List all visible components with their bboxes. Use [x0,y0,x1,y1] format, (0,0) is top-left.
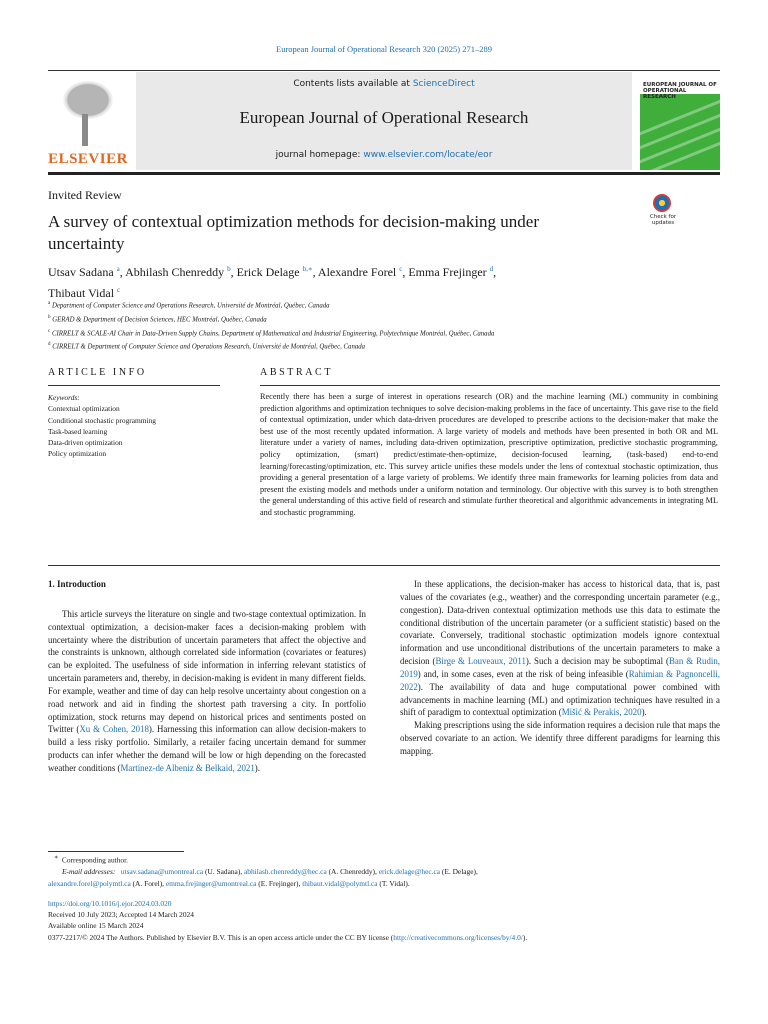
cover-stripe [640,132,720,170]
elsevier-tree-icon [52,74,124,148]
affiliation-text: CIRRELT & SCALE-AI Chair in Data-Driven Supply Chains, Department of Mathematical and Industrial Engineering, Polytechnique Montréal, Québec, Canada [51,329,495,337]
journal-reference-link[interactable]: European Journal of Operational Research 320 (2025) 271–289 [276,44,492,54]
journal-title: European Journal of Operational Research [239,108,529,127]
masthead-banner [136,72,632,170]
corresponding-author-note [48,853,728,866]
email-link[interactable]: alexandre.forel@polymtl.ca [48,879,131,889]
article-title: A survey of contextual optimization methods for decision-making under uncertainty [48,212,539,253]
cover-title: EUROPEAN JOURNAL OF OPERATIONAL RESEARCH [643,82,717,100]
intro-paragraph-2 [400,578,720,719]
abstract-rule [260,385,720,386]
keyword-item: Task-based learning [48,426,108,436]
paragraph-text: ). Such a decision may be suboptimal ( [525,656,669,667]
affiliation-item [48,312,728,326]
intro-paragraph-1 [48,608,366,775]
affiliation-mark: a [48,301,51,306]
paragraph-text: ). The availability of data and huge computational power combined with advancements in machine learning (ML) and optimization techniques have resulted in a shift of paradigm to contextual optimization ( [400,681,720,718]
author-affiliation-mark[interactable]: b [227,265,231,273]
affiliation-mark: b [48,314,51,320]
keyword-item: Data-driven optimization [48,438,123,448]
author-name: Alexandre Forel [317,265,397,279]
abstract-text: Recently there has been a surge of interest in operations research (OR) and the machine learning (ML) community in combining prediction algorithms and optimization techniques to solve decision-making problems in the face of uncertainty. This gave rise to the field of contextual optimization, under which data-driven procedures are developed to prescribe actions to the decision-maker that make the best use of the most recently updated information. A large variety of models and methods have been presented in both OR and ML literature under a variety of names, including data-driven optimization, prescriptive optimization, predictive stochastic programming, policy optimization, (smart) predict/estimate-then-optimize, decision-focused learning, (task-based) end-to-end learning/forecasting/optimization, etc. This survey article unifies these models under the lens of contextual stochastic optimization, thus providing a general presentation of a large variety of problems. We identify three main frameworks for learning policies from data and present the existing models and methods under a uniform notation and terminology. Our objective with this survey is to both strengthen the general understanding of this active field of research and stimulate further theoretical and algorithmic advancements in integrating ML and stochastic programming. [260,392,718,517]
license-line [48,932,738,943]
footnote-text: Corresponding author. [61,855,128,865]
check-for-updates-label: Check for updates [649,214,677,226]
author-name: Utsav Sadana [48,265,114,279]
contents-line [136,79,632,89]
citation-link[interactable]: Mišić & Perakis, 2020 [561,707,642,718]
elsevier-trunk-icon [82,114,88,146]
affiliation-mark: d [48,342,51,348]
paragraph-text: ) and, in some cases, even at the risk of being infeasible ( [417,668,629,679]
email-owner: (T. Vidal). [379,879,410,889]
abstract-heading: ABSTRACT [260,367,334,378]
footnotes [48,853,728,890]
masthead-bottom-rule [48,172,720,175]
affiliation-list [48,298,728,353]
footnote-rule [48,851,184,852]
body-column-right [400,578,720,758]
paragraph-text: ). Harnessing this information can allow decision-makers to build a less risky portfolio. Similarly, a retailer facing uncertain demand for summer products can infer whether the demand will be low or high depending on the forecasted weather conditions ( [48,724,366,773]
homepage-link[interactable]: www.elsevier.com/locate/eor [363,150,493,160]
elsevier-logo [48,74,128,168]
masthead-top-rule [48,70,720,71]
affiliation-item [48,339,728,353]
email-owner: (A. Chenreddy), [328,867,377,877]
license-end: ). [522,932,528,942]
author-affiliation-mark[interactable]: d [489,265,494,273]
contents-prefix: Contents lists available at [293,79,413,89]
elsevier-wordmark: ELSEVIER [48,151,128,167]
citation-link[interactable]: Birge & Louveaux, 2011 [435,656,526,667]
affiliation-text: Department of Computer Science and Operations Research, Université de Montréal, Québec, Canada [51,302,330,310]
author-name: Thibaut Vidal [48,286,115,300]
citation-link[interactable]: Ban & Rudin, 2019 [400,656,720,679]
masthead [48,72,720,170]
homepage-prefix: journal homepage: [275,150,364,160]
keyword-item: Contextual optimization [48,404,120,414]
article-info-heading: ARTICLE INFO [48,367,147,378]
email-label: E-mail addresses: [62,867,116,877]
author-name: Erick Delage [236,265,300,279]
email-owner: (E. Frejinger), [258,879,301,889]
email-link[interactable]: utsav.sadana@umontreal.ca [120,867,204,877]
email-addresses [48,866,728,878]
check-for-updates-icon [653,194,671,212]
author-name: Emma Frejinger [408,265,487,279]
author-affiliation-mark[interactable]: b,∗ [302,265,313,273]
affiliation-text: CIRRELT & Department of Computer Science and Operations Research, Université de Montréal, Québec, Canada [52,343,366,351]
affiliation-item [48,326,728,340]
email-owner: (A. Forel), [132,879,164,889]
paragraph-text: This article surveys the literature on single and two-stage contextual optimization. In contextual optimization, a decision-maker faces a decision-making problem with uncertainty where the distribution of uncertain parameters that affect the objective and the constraints is unknown, although correlated side information (covariates or features) can be exploited. The usefulness of side information in inferring relevant statistics of uncertain parameters and, thereby, in decision-making is evident in many different fields. For example, weather and time of day can help resolve uncertainty about congestion on a road network and aid in finding the shortest path traversing a city. In portfolio optimization, stock returns may depend on historical prices and sentiments posted on Twitter ( [48,608,366,735]
email-link[interactable]: erick.delage@hec.ca [378,867,441,877]
author-affiliation-mark[interactable]: c [399,265,403,273]
author-affiliation-mark[interactable]: c [117,286,121,294]
author-list: Utsav Sadana $^a$, Abhilash Chenreddy $^b$, Erick Delage $^{b,∗}$, Alexandre Forel $^c$, Emma Frejinger $^d$, Thibaut Vidal $^c$ [48,265,497,300]
online-date: Available online 15 March 2024 [48,921,144,931]
body-column-left [48,578,366,775]
paragraph-text: In these applications, the decision-maker has access to historical data, that is, past values of the covariates (e.g., weather) and the corresponding uncertain parameter (e.g., congestion). Data-driven contextual optimization methods use this data to estimate the conditional distribution of the uncertain parameter (or a sufficient statistic) based on the covariate. Conversely, traditional stochastic optimization models ignore contextual information and use unconditional distributions of the uncertain parameters to make a decision ( [400,579,720,667]
homepage-line [136,150,632,160]
email-link[interactable]: emma.frejinger@umontreal.ca [165,879,257,889]
email-owner: (U. Sadana), [204,867,243,877]
email-owner: (E. Delage), [441,867,478,877]
keyword-item: Policy optimization [48,449,107,459]
author-name: Abhilash Chenreddy [125,265,225,279]
citation-link[interactable]: Xu & Cohen, 2018 [79,724,149,735]
paragraph-text: ). [254,762,260,773]
affiliation-text: GERAD & Department of Decision Sciences, HEC Montréal, Québec, Canada [52,316,267,324]
keyword-item: Conditional stochastic programming [48,415,156,425]
doi-link[interactable]: https://doi.org/10.1016/j.ejor.2024.03.020 [48,899,172,908]
section-heading-introduction: 1. Introduction [48,579,106,589]
abstract-bottom-rule [48,565,720,566]
keywords-block [48,392,228,460]
article-info-rule [48,385,220,386]
citation-link[interactable]: Rahimian & Pagnoncelli, 2022 [400,668,721,692]
license-link[interactable]: http://creativecommons.org/licenses/by/4.0/ [393,932,523,942]
keywords-label: Keywords: [48,393,80,402]
affiliation-mark: c [48,328,51,334]
email-addresses-continued [48,878,728,890]
affiliation-item [48,298,728,312]
received-dates: Received 10 July 2023; Accepted 14 March 2024 [48,910,194,920]
journal-cover-image[interactable] [640,72,720,170]
license-text: 0377-2217/© 2024 The Authors. Published by Elsevier B.V. This is an open access article under the CC BY license ( [48,932,394,942]
email-link[interactable]: thibaut.vidal@polymtl.ca [302,879,378,889]
author-affiliation-mark[interactable]: a [116,265,120,273]
paragraph-text: ). [641,707,647,718]
article-type: Invited Review [48,188,122,202]
email-link[interactable]: abhilash.chenreddy@hec.ca [244,867,327,877]
sciencedirect-link[interactable]: ScienceDirect [412,79,475,89]
check-for-updates-badge[interactable] [645,194,681,230]
intro-paragraph-3: Making prescriptions using the side information requires a decision rule that maps the observed covariate to an action. We identify three different paradigms for learning this mapping. [400,720,720,756]
publication-info [48,898,738,943]
citation-link[interactable]: Martínez-de Albeniz & Belkaid, 2021 [120,762,255,773]
footnote-mark: ∗ [54,855,59,861]
